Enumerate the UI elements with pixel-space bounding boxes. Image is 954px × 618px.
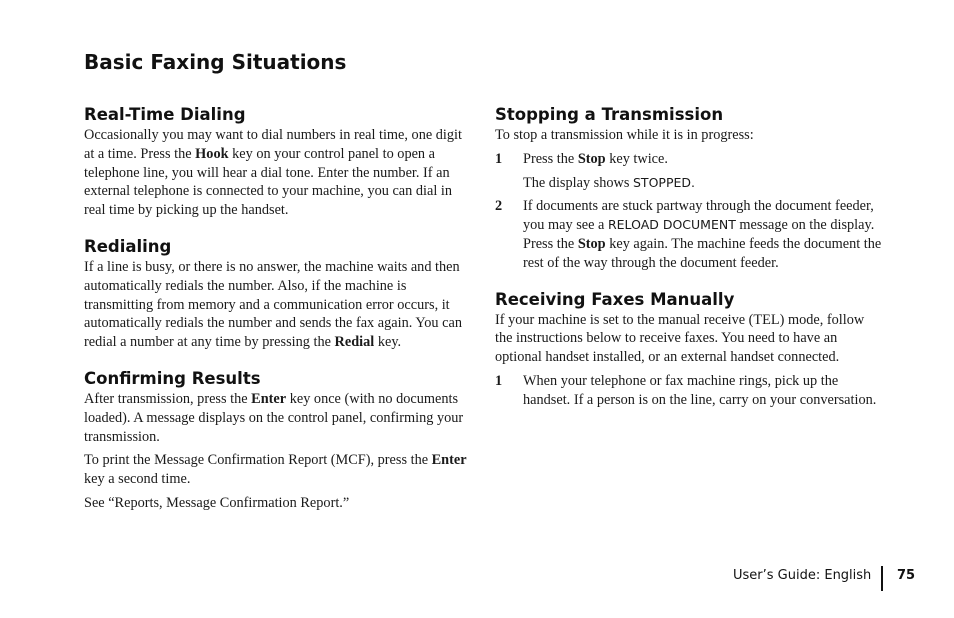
step-1-detail (495, 174, 885, 193)
step-number: 1 (495, 372, 503, 389)
key-name-enter: Enter (431, 452, 467, 469)
paragraph-stopping-intro: To stop a transmission while it is in progress: (495, 127, 754, 143)
key-name-stop: Stop (577, 150, 606, 167)
section-receiving-faxes-manually (495, 289, 885, 410)
text: If a line is busy, or there is no answer, the machine waits and then automatically redials the number. Also, if the machine is transmitting from memory and a communication error occurs, it automatically redials the number and sends the fax again. You can redial a number at any time by pressing the (84, 258, 462, 351)
text: If documents are stuck partway through the document feeder, you may see a (523, 198, 874, 234)
right-column (495, 104, 885, 410)
key-name-stop: Stop (577, 235, 606, 252)
heading-confirming-results: Confirming Results (84, 368, 261, 388)
text: key on your control panel to open a telephone line, you will hear a dial tone. Enter the number. If an external telephone is connected to your machine, you can dial in real time by picking up the handset. (84, 145, 453, 219)
text: key again. The machine feeds the document the rest of the way through the document feeder. (523, 235, 882, 271)
section-real-time-dialing (84, 104, 474, 220)
step-1 (495, 150, 885, 169)
key-name-hook: Hook (195, 145, 229, 162)
text: To print the Message Confirmation Report (MCF), press the (84, 452, 432, 469)
page-number: 75 (897, 568, 916, 583)
text: key twice. (605, 150, 668, 167)
text: The display shows (523, 174, 633, 191)
text: After transmission, press the (84, 390, 252, 407)
display-message-reload-document: RELOAD DOCUMENT (607, 217, 736, 233)
heading-receiving-faxes-manually: Receiving Faxes Manually (495, 289, 735, 309)
paragraph-confirming-2 (84, 451, 474, 489)
text: Press the (523, 150, 578, 167)
section-redialing (84, 236, 474, 352)
step-2 (495, 197, 885, 272)
footer-guide-label: User’s Guide: English (733, 568, 872, 583)
text: message on the display. Press the (523, 217, 875, 252)
step-number: 1 (495, 150, 503, 167)
text: key. (374, 334, 402, 351)
paragraph-real-time-dialing (84, 126, 474, 220)
section-stopping-transmission (495, 104, 885, 273)
page-title: Basic Faxing Situations (84, 50, 347, 74)
paragraph-receiving: If your machine is set to the manual receive (TEL) mode, follow the instructions below to receive faxes. You need to have an optional handset installed, or an external handset connected. (495, 311, 865, 366)
footer-divider (881, 566, 883, 591)
key-name-enter: Enter (251, 390, 287, 407)
heading-stopping-transmission: Stopping a Transmission (495, 105, 724, 124)
left-column (84, 104, 474, 513)
key-name-redial: Redial (334, 334, 375, 351)
display-message-stopped: STOPPED. (633, 174, 695, 190)
step-number: 2 (495, 198, 503, 215)
text: When your telephone or fax machine rings, pick up the handset. If a person is on the line, carry on your conversation. (523, 372, 877, 408)
paragraph-confirming-3: See “Reports, Message Confirmation Report.” (84, 494, 350, 511)
heading-redialing: Redialing (84, 236, 172, 256)
text: key a second time. (84, 471, 191, 488)
text: Occasionally you may want to dial numbers in real time, one digit at a time. Press the (84, 127, 462, 162)
text: key once (with no documents loaded). A message displays on the control panel, confirming your transmission. (84, 390, 464, 445)
paragraph-redialing (84, 258, 474, 352)
heading-real-time-dialing: Real-Time Dialing (84, 105, 246, 124)
step-1 (495, 372, 885, 410)
section-confirming-results (84, 368, 474, 513)
paragraph-confirming-1 (84, 390, 474, 446)
